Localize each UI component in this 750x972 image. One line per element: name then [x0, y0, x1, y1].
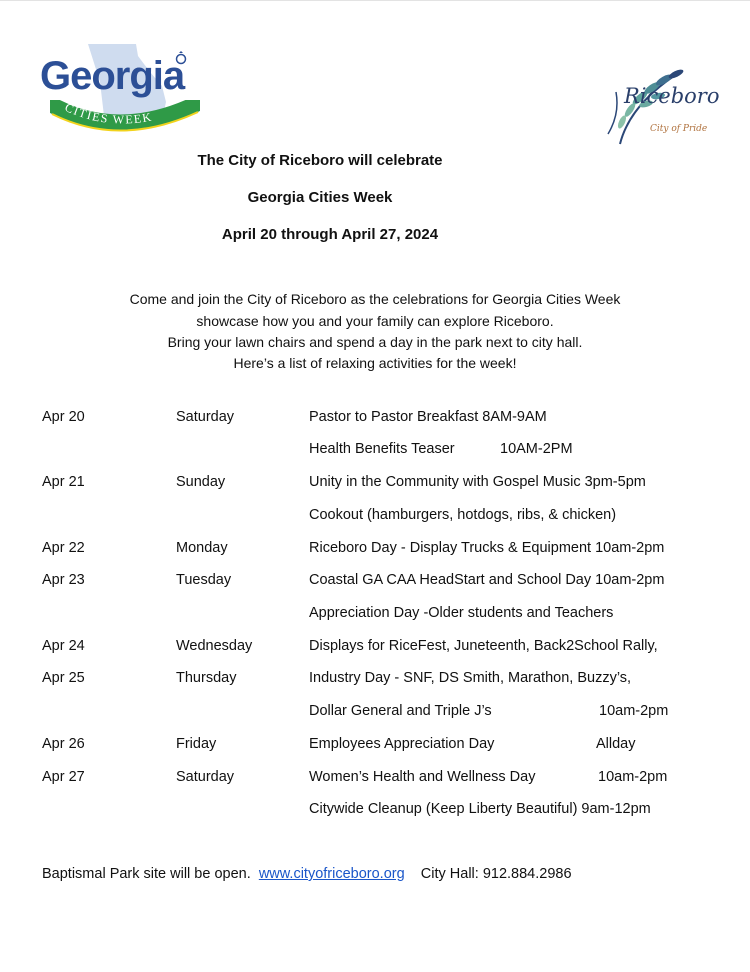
- schedule-row: [0, 409, 750, 429]
- schedule-row: [0, 474, 750, 494]
- riceboro-logo-name: Riceboro: [624, 84, 720, 108]
- schedule-row: [0, 572, 750, 592]
- schedule-activity: Riceboro Day - Display Trucks & Equipment 10am-2pm: [309, 540, 665, 556]
- schedule-activity: Dollar General and Triple J’s: [309, 703, 492, 719]
- schedule-date: Apr 21: [42, 474, 85, 490]
- schedule-date: Apr 23: [42, 572, 85, 588]
- schedule-activity: Appreciation Day -Older students and Teachers: [309, 605, 614, 621]
- schedule-time: 10am-2pm: [598, 769, 668, 785]
- intro-line: Bring your lawn chairs and spend a day in the park next to city hall.: [167, 334, 583, 350]
- schedule-day: Thursday: [176, 670, 237, 686]
- schedule-day: Tuesday: [176, 572, 232, 588]
- riceboro-city-logo: [600, 64, 722, 150]
- schedule-date: Apr 27: [42, 769, 85, 785]
- page-top-border: [0, 0, 750, 1]
- schedule-date: Apr 24: [42, 638, 85, 654]
- ring-icon: [173, 50, 189, 66]
- footer-line: [42, 866, 572, 882]
- schedule-day: Saturday: [176, 769, 235, 785]
- schedule-activity: Employees Appreciation Day: [309, 736, 495, 752]
- intro-line: showcase how you and your family can explore Riceboro.: [196, 313, 554, 329]
- schedule-activity: Coastal GA CAA HeadStart and School Day 10am-2pm: [309, 572, 665, 588]
- heading-line-3: April 20 through April 27, 2024: [221, 226, 439, 243]
- schedule-date: Apr 20: [42, 409, 85, 425]
- schedule-row: [0, 605, 750, 625]
- riceboro-logo-tagline: City of Pride: [650, 124, 708, 134]
- schedule-row: [0, 769, 750, 789]
- footer-park-text: Baptismal Park site will be open.: [42, 866, 251, 882]
- georgia-logo-word: Georgia: [40, 54, 185, 98]
- intro-line: Come and join the City of Riceboro as the celebrations for Georgia Cities Week: [129, 291, 621, 307]
- schedule-day: Friday: [176, 736, 217, 752]
- schedule-row: [0, 540, 750, 560]
- schedule-row: [0, 638, 750, 658]
- schedule-activity: Cookout (hamburgers, hotdogs, ribs, & chicken): [309, 507, 617, 523]
- schedule-activity: Women’s Health and Wellness Day: [309, 769, 536, 785]
- schedule-date: Apr 22: [42, 540, 85, 556]
- schedule-row: [0, 736, 750, 756]
- schedule-time: 10am-2pm: [599, 703, 669, 719]
- schedule-activity: Pastor to Pastor Breakfast 8AM-9AM: [309, 409, 547, 425]
- schedule-day: Saturday: [176, 409, 235, 425]
- schedule-row: [0, 507, 750, 527]
- schedule-activity: Citywide Cleanup (Keep Liberty Beautiful) 9am-12pm: [309, 801, 651, 817]
- website-link[interactable]: www.cityofriceboro.org: [258, 866, 405, 882]
- schedule-date: Apr 26: [42, 736, 85, 752]
- schedule-day: Wednesday: [176, 638, 253, 654]
- cities-week-ribbon-text: CITIES WEEK: [62, 100, 154, 127]
- schedule-activity: Health Benefits Teaser: [309, 441, 455, 457]
- schedule-activity: Displays for RiceFest, Juneteenth, Back2School Rally,: [309, 638, 658, 654]
- schedule-activity: Industry Day - SNF, DS Smith, Marathon, Buzzy’s,: [309, 670, 632, 686]
- schedule-time: Allday: [596, 736, 636, 752]
- schedule-row: [0, 670, 750, 690]
- heading-line-2: Georgia Cities Week: [247, 189, 393, 206]
- schedule-date: Apr 25: [42, 670, 85, 686]
- heading-line-1: The City of Riceboro will celebrate: [197, 152, 443, 169]
- schedule-row: [0, 801, 750, 821]
- schedule-day: Monday: [176, 540, 228, 556]
- schedule-activity: Unity in the Community with Gospel Music 3pm-5pm: [309, 474, 646, 490]
- schedule-time: 10AM-2PM: [500, 441, 573, 457]
- city-hall-phone: City Hall: 912.884.2986: [420, 866, 572, 882]
- schedule-row: [0, 441, 750, 461]
- intro-line: Here’s a list of relaxing activities for the week!: [233, 355, 517, 371]
- georgia-cities-week-logo: [38, 42, 206, 137]
- schedule-day: Sunday: [176, 474, 226, 490]
- cities-week-ribbon: [50, 100, 200, 144]
- schedule-row: [0, 703, 750, 723]
